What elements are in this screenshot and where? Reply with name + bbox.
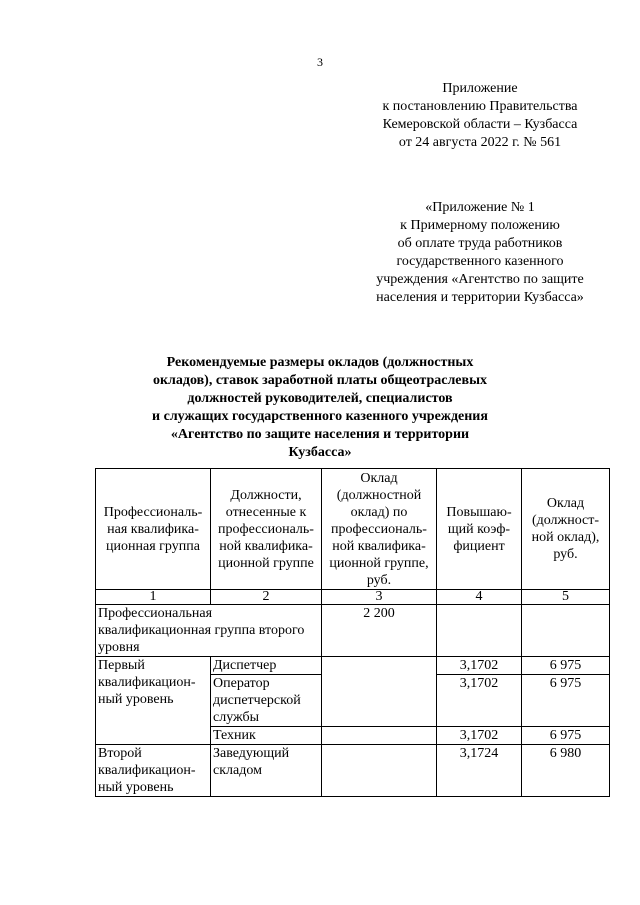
coefficient-cell: 3,1702	[437, 727, 522, 745]
appendix-line: государственного казенного	[396, 254, 564, 269]
empty-cell	[437, 605, 522, 657]
salary-cell: 6 975	[522, 657, 610, 675]
appendix-line: к постановлению Правительства	[382, 99, 578, 114]
title-line: Рекомендуемые размеры окладов (должностных	[166, 355, 474, 370]
page-number: 3	[317, 55, 323, 69]
appendix-line: «Приложение № 1	[425, 200, 535, 215]
position-cell: Техник	[211, 727, 322, 745]
table-header-row	[96, 469, 610, 590]
appendix-line: населения и территории Кузбасса»	[376, 290, 584, 305]
level-name-cell: Первый квалификацион- ный уровень	[96, 657, 211, 745]
salary-table	[95, 468, 610, 797]
column-number: 1	[96, 590, 211, 605]
title-line: окладов), ставок заработной платы общеотраслевых	[152, 373, 488, 388]
position-cell: Диспетчер	[211, 657, 322, 675]
salary-cell: 6 975	[522, 727, 610, 745]
table-row	[96, 745, 610, 797]
empty-cell	[322, 727, 437, 745]
column-number: 3	[322, 590, 437, 605]
column-number: 2	[211, 590, 322, 605]
position-cell: Оператор диспетчерской службы	[211, 675, 322, 727]
coefficient-cell: 3,1702	[437, 675, 522, 727]
title-line: и служащих государственного казенного учреждения	[152, 409, 488, 424]
column-number: 5	[522, 590, 610, 605]
appendix-header	[355, 80, 605, 152]
appendix-line: от 24 августа 2022 г. № 561	[398, 135, 562, 150]
coefficient-cell: 3,1702	[437, 657, 522, 675]
header-cell: Повышаю- щий коэф- фициент	[437, 469, 522, 590]
empty-cell	[522, 605, 610, 657]
appendix-line: к Примерному положению	[400, 218, 560, 233]
group-salary-cell: 2 200	[322, 605, 437, 657]
empty-cell	[322, 657, 437, 727]
header-cell: Оклад (должност- ной оклад), руб.	[522, 469, 610, 590]
appendix-line: об оплате труда работников	[397, 236, 563, 251]
coefficient-cell: 3,1724	[437, 745, 522, 797]
level-name-cell: Второй квалификацион- ный уровень	[96, 745, 211, 797]
appendix-line: Приложение	[442, 81, 518, 96]
appendix-line: учреждения «Агентство по защите	[376, 272, 584, 287]
salary-cell: 6 980	[522, 745, 610, 797]
header-cell: Оклад (должностной оклад) по профессиональ- ной квалифика- ционной группе, руб.	[322, 469, 437, 590]
empty-cell	[322, 745, 437, 797]
document-title	[0, 354, 640, 462]
appendix-subheader	[355, 199, 605, 307]
group-name-cell: Профессиональная квалификационная группа второго уровня	[96, 605, 322, 657]
header-cell: Должности, отнесенные к профессиональ- ной квалифика- ционной группе	[211, 469, 322, 590]
title-line: Кузбасса»	[288, 445, 352, 460]
table-row	[96, 657, 610, 675]
appendix-line: Кемеровской области – Кузбасса	[382, 117, 578, 132]
table-row	[96, 605, 610, 657]
position-cell: Заведующий складом	[211, 745, 322, 797]
header-cell: Профессиональ- ная квалифика- ционная группа	[96, 469, 211, 590]
title-line: должностей руководителей, специалистов	[187, 391, 453, 406]
title-line: «Агентство по защите населения и территории	[170, 427, 470, 442]
column-number: 4	[437, 590, 522, 605]
salary-cell: 6 975	[522, 675, 610, 727]
column-number-row	[96, 590, 610, 605]
